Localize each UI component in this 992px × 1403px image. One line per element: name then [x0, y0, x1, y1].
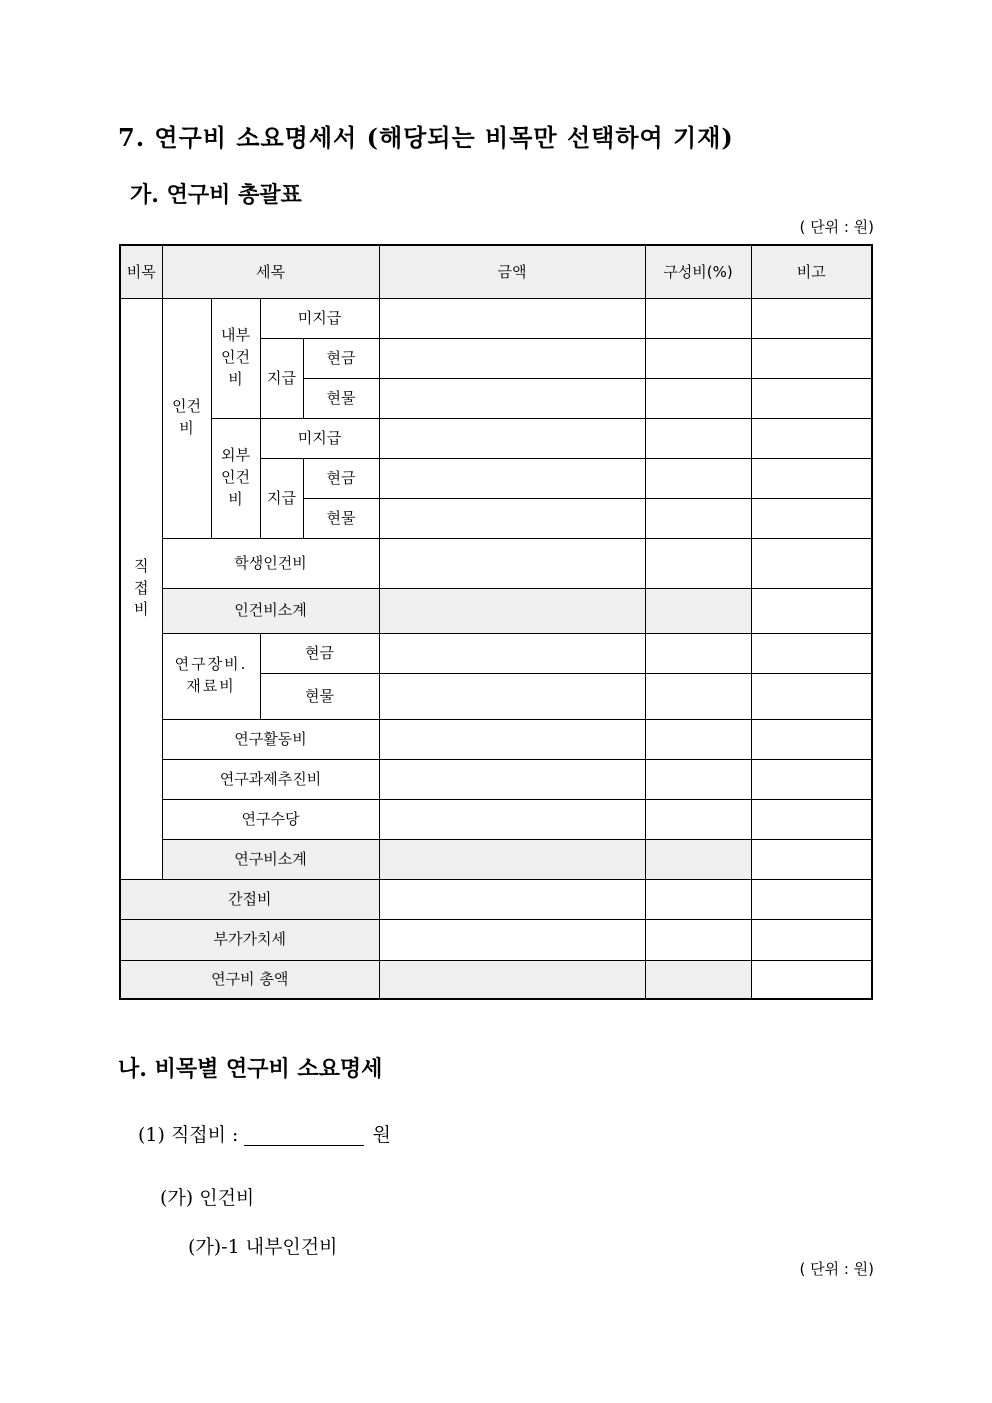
amount-cell[interactable]: [379, 458, 645, 498]
personnel-subtotal-label: 인건비소계: [162, 588, 379, 633]
ratio-cell[interactable]: [645, 673, 751, 719]
equipment-inkind-label: 현물: [260, 673, 379, 719]
ratio-cell[interactable]: [645, 498, 751, 538]
note-cell[interactable]: [751, 298, 872, 338]
ratio-cell[interactable]: [645, 538, 751, 588]
amount-cell[interactable]: [379, 298, 645, 338]
vat-label: 부가가치세: [120, 919, 379, 960]
direct-cost-blank[interactable]: [244, 1127, 364, 1146]
note-cell[interactable]: [751, 538, 872, 588]
header-category: 비목: [120, 245, 162, 298]
internal-cash-label: 현금: [303, 338, 379, 378]
ratio-cell[interactable]: [645, 919, 751, 960]
amount-cell[interactable]: [379, 338, 645, 378]
note-cell[interactable]: [751, 839, 872, 879]
note-cell[interactable]: [751, 633, 872, 673]
internal-personnel-heading: (가)-1 내부인건비: [188, 1236, 338, 1258]
direct-cost-label: 직 접 비: [120, 298, 162, 879]
summary-table-title: 가. 연구비 총괄표: [130, 182, 302, 208]
ratio-cell: [645, 588, 751, 633]
indirect-cost-label: 간접비: [120, 879, 379, 919]
note-cell[interactable]: [751, 759, 872, 799]
ratio-cell[interactable]: [645, 719, 751, 759]
cost-detail-title: 나. 비목별 연구비 소요명세: [118, 1056, 383, 1082]
internal-inkind-label: 현물: [303, 378, 379, 418]
note-cell[interactable]: [751, 418, 872, 458]
note-cell[interactable]: [751, 879, 872, 919]
amount-cell[interactable]: [379, 919, 645, 960]
ratio-cell: [645, 960, 751, 999]
unit-label-bottom: ( 단위 : 원): [799, 1260, 874, 1278]
amount-cell[interactable]: [379, 498, 645, 538]
amount-cell: [379, 588, 645, 633]
header-detail: 세목: [162, 245, 379, 298]
amount-cell[interactable]: [379, 719, 645, 759]
ratio-cell[interactable]: [645, 298, 751, 338]
note-cell[interactable]: [751, 919, 872, 960]
amount-cell[interactable]: [379, 378, 645, 418]
direct-cost-line-label: (1) 직접비 :: [138, 1124, 239, 1146]
ratio-cell[interactable]: [645, 458, 751, 498]
internal-paid-label: 지급: [260, 338, 303, 418]
header-ratio: 구성비(%): [645, 245, 751, 298]
note-cell[interactable]: [751, 458, 872, 498]
direct-cost-line: [138, 1120, 391, 1147]
amount-cell: [379, 960, 645, 999]
direct-cost-unit: 원: [372, 1124, 391, 1146]
external-cash-label: 현금: [303, 458, 379, 498]
internal-unpaid-label: 미지급: [260, 298, 379, 338]
external-paid-label: 지급: [260, 458, 303, 538]
section-7-title: 7. 연구비 소요명세서 (해당되는 비목만 선택하여 기재): [118, 123, 734, 152]
ratio-cell: [645, 839, 751, 879]
header-note: 비고: [751, 245, 872, 298]
ratio-cell[interactable]: [645, 338, 751, 378]
amount-cell[interactable]: [379, 418, 645, 458]
note-cell[interactable]: [751, 338, 872, 378]
ratio-cell[interactable]: [645, 378, 751, 418]
note-cell[interactable]: [751, 498, 872, 538]
external-unpaid-label: 미지급: [260, 418, 379, 458]
unit-label-top: ( 단위 : 원): [799, 218, 874, 236]
equipment-cash-label: 현금: [260, 633, 379, 673]
header-amount: 금액: [379, 245, 645, 298]
amount-cell[interactable]: [379, 799, 645, 839]
student-personnel-label: 학생인건비: [162, 538, 379, 588]
amount-cell[interactable]: [379, 538, 645, 588]
total-label: 연구비 총액: [120, 960, 379, 999]
amount-cell[interactable]: [379, 759, 645, 799]
amount-cell[interactable]: [379, 673, 645, 719]
note-cell[interactable]: [751, 673, 872, 719]
research-activity-label: 연구활동비: [162, 719, 379, 759]
equipment-materials-label: 연구장비. 재료비: [162, 633, 260, 719]
research-allowance-label: 연구수당: [162, 799, 379, 839]
note-cell[interactable]: [751, 719, 872, 759]
amount-cell[interactable]: [379, 879, 645, 919]
research-subtotal-label: 연구비소계: [162, 839, 379, 879]
external-inkind-label: 현물: [303, 498, 379, 538]
amount-cell[interactable]: [379, 633, 645, 673]
external-personnel-label: 외부 인건 비: [211, 418, 260, 538]
personnel-cost-heading: (가) 인건비: [160, 1187, 255, 1209]
amount-cell: [379, 839, 645, 879]
ratio-cell[interactable]: [645, 799, 751, 839]
ratio-cell[interactable]: [645, 759, 751, 799]
note-cell[interactable]: [751, 378, 872, 418]
ratio-cell[interactable]: [645, 418, 751, 458]
ratio-cell[interactable]: [645, 633, 751, 673]
note-cell[interactable]: [751, 588, 872, 633]
ratio-cell[interactable]: [645, 879, 751, 919]
note-cell[interactable]: [751, 960, 872, 999]
project-promotion-label: 연구과제추진비: [162, 759, 379, 799]
internal-personnel-label: 내부 인건 비: [211, 298, 260, 418]
budget-summary-table: [119, 244, 873, 1000]
note-cell[interactable]: [751, 799, 872, 839]
personnel-cost-label: 인건 비: [162, 298, 211, 538]
